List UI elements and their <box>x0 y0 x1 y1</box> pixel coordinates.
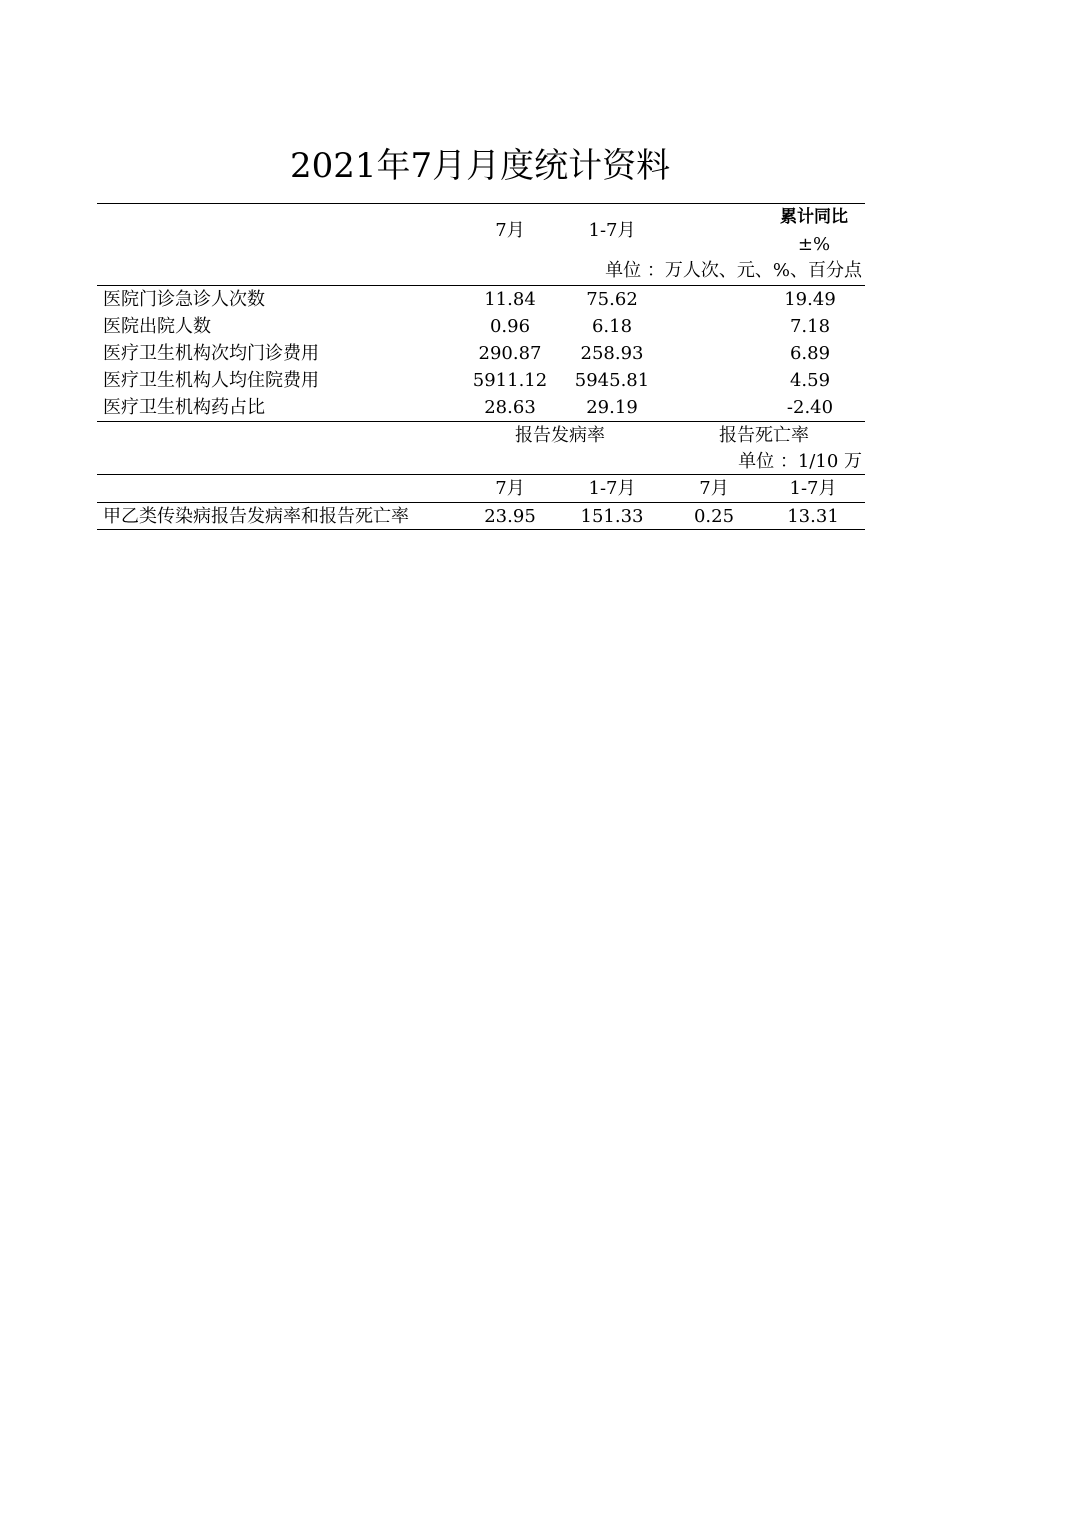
row-month: 5911.12 <box>472 370 548 391</box>
subheader-bottom-line <box>97 502 865 503</box>
unit-label-2: 单位 ：1/10 万 <box>738 451 862 472</box>
row-cumulative: 5945.81 <box>574 370 650 391</box>
row-cumulative: 258.93 <box>580 343 644 364</box>
row-label: 医院门诊急诊人次数 <box>103 289 265 310</box>
row-label: 医疗卫生机构人均住院费用 <box>103 370 319 391</box>
subheader-cumulative-2: 1-7月 <box>789 478 837 499</box>
header-cumulative: 1-7月 <box>588 220 636 241</box>
header-yoy-line2: ±% <box>797 234 831 255</box>
row-cumulative: 6.18 <box>591 316 633 337</box>
row-label: 医疗卫生机构药占比 <box>103 397 265 418</box>
row-yoy: 6.89 <box>789 343 831 364</box>
row-month: 11.84 <box>484 289 536 310</box>
row-yoy: -2.40 <box>786 397 834 418</box>
header-mortality: 报告死亡率 <box>719 425 809 446</box>
row-incidence-month: 23.95 <box>484 506 536 527</box>
header-yoy-line1: 累计同比 <box>780 207 848 227</box>
row-yoy: 7.18 <box>789 316 831 337</box>
row-yoy: 19.49 <box>784 289 836 310</box>
row-yoy: 4.59 <box>789 370 831 391</box>
row-cumulative: 75.62 <box>586 289 638 310</box>
subheader-month-2: 7月 <box>699 478 729 499</box>
row-month: 290.87 <box>478 343 542 364</box>
top-border-line <box>97 203 865 204</box>
header-incidence: 报告发病率 <box>515 425 605 446</box>
page-title: 2021年7月月度统计资料 <box>290 146 671 186</box>
row-label: 医院出院人数 <box>103 316 211 337</box>
row-label: 医疗卫生机构次均门诊费用 <box>103 343 319 364</box>
row-label: 甲乙类传染病报告发病率和报告死亡率 <box>103 506 409 527</box>
subheader-top-line <box>97 474 865 475</box>
row-cumulative: 29.19 <box>586 397 638 418</box>
row-incidence-cumulative: 151.33 <box>580 506 644 527</box>
header-bottom-line <box>97 285 865 286</box>
row-mortality-cumulative: 13.31 <box>787 506 839 527</box>
subheader-cumulative-1: 1-7月 <box>588 478 636 499</box>
row-mortality-month: 0.25 <box>693 506 735 527</box>
subheader-month-1: 7月 <box>495 478 525 499</box>
section-divider-line <box>97 421 865 422</box>
header-month: 7月 <box>495 220 525 241</box>
bottom-border-line <box>97 529 865 530</box>
row-month: 0.96 <box>489 316 531 337</box>
unit-label-1: 单位 ：万人次、元、%、百分点 <box>605 260 862 281</box>
row-month: 28.63 <box>484 397 536 418</box>
